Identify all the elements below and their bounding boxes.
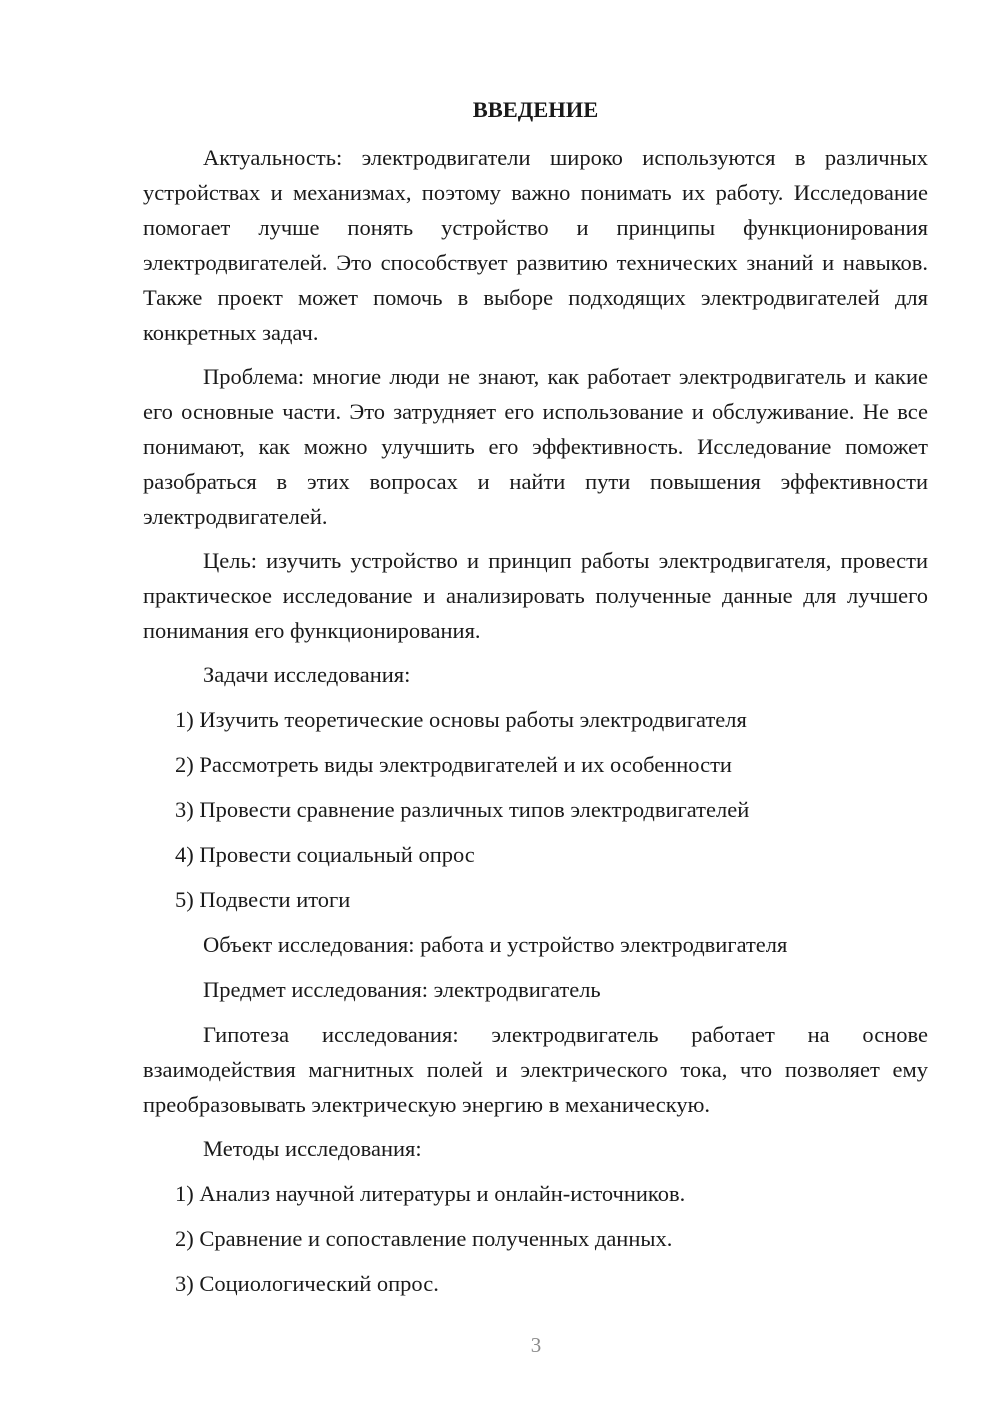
task-item: 4) Провести социальный опрос [175,842,475,867]
method-item: 2) Сравнение и сопоставление полученных данных. [175,1226,673,1251]
section-title: ВВЕДЕНИЕ [472,97,599,122]
research-subject: Предмет исследования: электродвигатель [203,977,601,1002]
problem-paragraph: Проблема: многие люди не знают, как работает электродвигатель и какие его основные части. Это затрудняет его использование и обслуживание. Не все понимают, как можно улучшить его эффективность. Исследование поможет разобраться в этих вопросах и найти пути повышения эффективности электродвигателей. [143,364,928,529]
hypothesis-paragraph: Гипотеза исследования: электродвигатель работает на основе взаимодействия магнитных полей и электрического тока, что позволяет ему преобразовывать электрическую энергию в механическую. [143,1022,928,1117]
page-number: 3 [530,1333,542,1357]
task-item: 1) Изучить теоретические основы работы электродвигателя [175,707,747,732]
task-item: 5) Подвести итоги [175,887,351,912]
task-item: 2) Рассмотреть виды электродвигателей и их особенности [175,752,732,777]
document-page [143,92,928,1311]
relevance-paragraph: Актуальность: электродвигатели широко используются в различных устройствах и механизмах, поэтому важно понимать их работу. Исследование помогает лучше понять устройство и принципы функционирования электродвигателей. Это способствует развитию технических знаний и навыков. Также проект может помочь в выборе подходящих электродвигателей для конкретных задач. [143,145,928,345]
method-item: 1) Анализ научной литературы и онлайн-источников. [175,1181,686,1206]
method-item: 3) Социологический опрос. [175,1271,439,1296]
research-object: Объект исследования: работа и устройство электродвигателя [203,932,788,957]
methods-heading: Методы исследования: [203,1136,422,1161]
tasks-heading: Задачи исследования: [203,662,411,687]
goal-paragraph: Цель: изучить устройство и принцип работы электродвигателя, провести практическое исследование и анализировать полученные данные для лучшего понимания его функционирования. [143,548,928,643]
task-item: 3) Провести сравнение различных типов электродвигателей [175,797,750,822]
